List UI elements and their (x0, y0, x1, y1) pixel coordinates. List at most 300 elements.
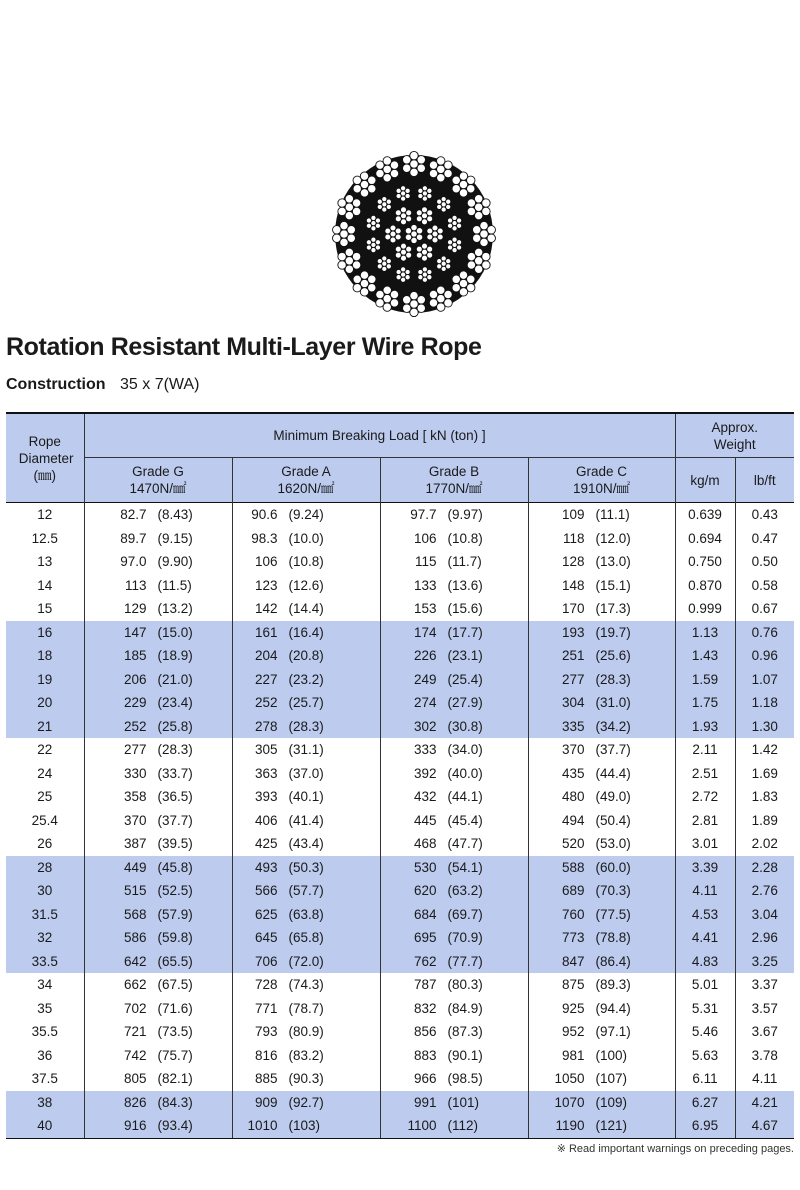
weight-lb-cell: 1.07 (735, 668, 794, 692)
load-cell (232, 832, 380, 856)
grade-strength: 1910N/㎟ (572, 481, 631, 496)
wire (333, 234, 341, 242)
weight-lb-cell: 3.78 (735, 1044, 794, 1068)
weight-kg-cell: 1.59 (675, 668, 735, 692)
load-ton: (78.8) (595, 930, 631, 946)
wire (405, 269, 410, 274)
load-kn: 885 (254, 1071, 278, 1087)
load-ton: (70.9) (447, 930, 483, 946)
table-row (6, 1091, 794, 1115)
load-cell (232, 550, 380, 574)
load-ton: (21.0) (157, 671, 193, 687)
load-cell (528, 903, 675, 927)
load-cell (84, 1044, 232, 1068)
table-row (6, 1067, 794, 1091)
load-kn: 115 (414, 554, 437, 570)
load-ton: (13.0) (595, 554, 631, 570)
load-kn: 118 (562, 530, 585, 546)
table-header (6, 413, 794, 503)
load-ton: (71.6) (157, 1000, 193, 1016)
load-kn: 278 (254, 718, 278, 734)
table-row (6, 621, 794, 645)
load-kn: 645 (254, 930, 278, 946)
grade-header (84, 458, 232, 503)
weight-unit-kg: kg/m (675, 458, 735, 503)
load-cell (84, 1067, 232, 1091)
load-kn: 305 (254, 742, 278, 758)
table-row (6, 668, 794, 692)
load-ton: (28.3) (157, 742, 193, 758)
rope-diameter-cell: 33.5 (6, 950, 84, 974)
table-row (6, 715, 794, 739)
load-kn: 277 (561, 671, 585, 687)
table-row (6, 550, 794, 574)
rope-diameter-cell: 25 (37, 789, 53, 805)
load-ton: (70.3) (595, 883, 631, 899)
load-ton: (43.4) (288, 836, 324, 852)
weight-kg-cell: 1.93 (675, 715, 735, 739)
weight-kg-cell: 0.639 (675, 503, 735, 527)
load-ton: (82.1) (157, 1071, 193, 1087)
wire (456, 218, 461, 223)
load-cell (380, 1091, 528, 1115)
rope-diameter-cell: 19 (6, 668, 84, 692)
load-cell (528, 997, 675, 1021)
wire (467, 261, 475, 269)
weight-lb-cell: 1.30 (735, 715, 794, 739)
weight-kg-cell: 6.95 (675, 1114, 735, 1138)
wire (427, 188, 432, 193)
weight-lb-cell: 1.42 (735, 738, 794, 762)
load-kn: 1100 (407, 1118, 437, 1134)
load-cell (84, 574, 232, 598)
load-kn: 204 (254, 648, 278, 664)
load-ton: (36.5) (157, 789, 193, 805)
load-kn: 702 (123, 1000, 147, 1016)
load-ton: (97.1) (595, 1024, 631, 1040)
rope-diameter-cell: 35.5 (31, 1024, 58, 1040)
load-cell (84, 1091, 232, 1115)
load-cell (84, 621, 232, 645)
wire (405, 188, 410, 193)
load-cell (380, 809, 528, 833)
rope-diameter-cell: 30 (6, 879, 84, 903)
load-kn: 363 (254, 765, 278, 781)
table-row (6, 738, 794, 762)
weight-lb-cell: 1.69 (735, 762, 794, 786)
load-kn: 358 (123, 789, 147, 805)
wire (377, 204, 382, 209)
load-kn: 90.6 (251, 507, 278, 523)
load-cell (232, 926, 380, 950)
wire (417, 156, 425, 164)
load-kn: 816 (254, 1047, 278, 1063)
load-ton: (67.5) (157, 977, 193, 993)
load-cell (84, 668, 232, 692)
load-cell (232, 973, 380, 997)
load-cell (232, 809, 380, 833)
load-cell (232, 715, 380, 739)
grade-strength: 1770N/㎟ (425, 481, 483, 496)
load-cell (528, 879, 675, 903)
rope-diameter-cell: 36 (37, 1047, 53, 1063)
weight-kg-cell: 4.41 (675, 926, 735, 950)
wire (403, 164, 411, 172)
load-kn: 333 (413, 742, 437, 758)
load-kn: 787 (413, 977, 437, 993)
load-kn: 588 (561, 859, 585, 875)
wire (418, 275, 423, 280)
load-cell (232, 1067, 380, 1091)
load-kn: 1190 (555, 1118, 585, 1134)
load-ton: (112) (447, 1118, 479, 1134)
wire (416, 216, 422, 222)
load-kn: 662 (123, 977, 147, 993)
load-cell (380, 597, 528, 621)
rope-diameter-cell: 20 (6, 691, 84, 715)
weight-lb-cell: 0.76 (735, 621, 794, 645)
load-cell (84, 597, 232, 621)
wire (429, 299, 437, 307)
weight-kg-cell: 0.694 (675, 527, 735, 551)
weight-kg-cell: 4.83 (675, 950, 735, 974)
load-kn: 170 (561, 601, 585, 617)
load-cell (528, 950, 675, 974)
load-kn: 252 (123, 718, 147, 734)
load-cell (528, 503, 675, 527)
load-ton: (40.1) (288, 789, 324, 805)
wire (447, 245, 452, 250)
wire (427, 246, 433, 252)
load-kn: 89.7 (120, 530, 147, 546)
load-ton: (10.8) (288, 554, 324, 570)
rope-diameter-cell: 15 (37, 601, 53, 617)
wire (452, 283, 460, 291)
wire (352, 252, 360, 260)
load-cell (528, 621, 675, 645)
table-row (6, 1020, 794, 1044)
load-ton: (86.4) (595, 953, 631, 969)
page-title: Rotation Resistant Multi-Layer Wire Rope (6, 333, 482, 361)
load-cell (528, 785, 675, 809)
load-cell (84, 973, 232, 997)
load-cell (232, 597, 380, 621)
load-kn: 642 (123, 953, 147, 969)
rope-diameter-cell: 25.4 (31, 812, 58, 828)
wire (385, 234, 391, 240)
table-row (6, 903, 794, 927)
load-ton: (54.1) (447, 859, 483, 875)
load-ton: (15.6) (447, 601, 483, 617)
load-kn: 153 (413, 601, 437, 617)
load-ton: (92.7) (288, 1094, 324, 1110)
load-kn: 370 (561, 742, 585, 758)
load-ton: (57.7) (288, 883, 324, 899)
load-cell (528, 1020, 675, 1044)
load-cell (528, 668, 675, 692)
load-kn: 728 (254, 977, 278, 993)
load-cell (232, 1044, 380, 1068)
table-row (6, 832, 794, 856)
load-ton: (90.3) (288, 1071, 324, 1087)
load-ton: (14.4) (288, 601, 324, 617)
weight-kg-cell: 5.31 (675, 997, 735, 1021)
table-row (6, 926, 794, 950)
load-kn: 113 (124, 577, 147, 593)
load-ton: (12.6) (288, 577, 324, 593)
load-kn: 445 (413, 812, 437, 828)
wire (405, 234, 411, 240)
load-kn: 684 (413, 906, 437, 922)
load-ton: (27.9) (447, 695, 483, 711)
wire (416, 252, 422, 258)
load-cell (84, 691, 232, 715)
load-cell (84, 997, 232, 1021)
load-ton: (13.6) (447, 577, 483, 593)
wire (375, 218, 380, 223)
load-cell (232, 903, 380, 927)
load-kn: 133 (413, 577, 437, 593)
load-cell (84, 879, 232, 903)
rope-diameter-cell: 40 (6, 1114, 84, 1138)
load-ton: (25.7) (288, 695, 324, 711)
load-ton: (9.90) (157, 554, 193, 570)
load-cell (84, 503, 232, 527)
load-cell (84, 856, 232, 880)
load-ton: (17.7) (447, 624, 483, 640)
load-cell (380, 1044, 528, 1068)
load-kn: 981 (561, 1047, 585, 1063)
load-ton: (49.0) (595, 789, 631, 805)
wire (429, 169, 437, 177)
rope-diameter-cell: 14 (37, 577, 53, 593)
weight-kg-cell: 3.39 (675, 856, 735, 880)
load-ton: (34.2) (595, 718, 631, 734)
load-kn: 425 (254, 836, 278, 852)
load-kn: 493 (254, 859, 278, 875)
construction-label: Construction (6, 376, 106, 393)
load-ton: (25.8) (157, 718, 193, 734)
load-cell (528, 832, 675, 856)
table-row (6, 574, 794, 598)
load-ton: (45.4) (447, 812, 483, 828)
load-kn: 494 (561, 812, 585, 828)
load-kn: 875 (561, 977, 585, 993)
load-ton: (16.4) (288, 624, 324, 640)
load-ton: (31.1) (288, 742, 324, 758)
load-ton: (9.24) (288, 507, 324, 523)
load-cell (380, 550, 528, 574)
load-cell (528, 1044, 675, 1068)
load-kn: 97.0 (120, 554, 147, 570)
load-cell (380, 950, 528, 974)
load-cell (528, 1067, 675, 1091)
rope-diameter-cell: 38 (6, 1091, 84, 1115)
wire (444, 161, 452, 169)
load-kn: 991 (413, 1094, 437, 1110)
wire (396, 275, 401, 280)
load-kn: 568 (123, 906, 147, 922)
load-kn: 1010 (247, 1118, 278, 1134)
load-ton: (109) (595, 1094, 628, 1110)
load-ton: (47.7) (447, 836, 483, 852)
load-cell (232, 785, 380, 809)
weight-lb-cell: 2.02 (735, 832, 794, 856)
load-cell (232, 738, 380, 762)
load-kn: 793 (254, 1024, 278, 1040)
load-ton: (69.7) (447, 906, 483, 922)
load-kn: 229 (123, 695, 147, 711)
weight-lb-cell: 4.21 (735, 1091, 794, 1115)
table-row (6, 785, 794, 809)
load-cell (84, 1020, 232, 1044)
load-ton: (78.7) (288, 1000, 324, 1016)
load-kn: 128 (561, 554, 585, 570)
load-cell (84, 1114, 232, 1138)
grade-strength: 1470N/㎟ (129, 481, 187, 496)
load-kn: 695 (413, 930, 437, 946)
wire (347, 226, 355, 234)
wire (395, 252, 401, 258)
load-kn: 161 (254, 624, 278, 640)
load-kn: 916 (123, 1118, 147, 1134)
weight-kg-cell: 6.11 (675, 1067, 735, 1091)
weight-lb-cell: 0.67 (735, 597, 794, 621)
rope-diameter-cell: 21 (6, 715, 84, 739)
wire (427, 234, 433, 240)
wire (376, 169, 384, 177)
load-ton: (10.8) (447, 530, 483, 546)
load-cell (84, 785, 232, 809)
load-ton: (33.7) (157, 765, 193, 781)
load-kn: 185 (123, 648, 147, 664)
load-cell (232, 527, 380, 551)
load-kn: 1070 (554, 1094, 585, 1110)
load-kn: 109 (561, 507, 585, 523)
weight-lb-cell: 2.28 (735, 856, 794, 880)
weight-lb-cell: 0.47 (735, 527, 794, 551)
wire (395, 216, 401, 222)
mbl-header: Minimum Breaking Load [ kN (ton) ] (84, 413, 675, 458)
wire (446, 199, 451, 204)
load-cell (528, 1114, 675, 1138)
load-kn: 449 (123, 859, 147, 875)
load-ton: (18.9) (157, 648, 193, 664)
load-kn: 625 (254, 906, 278, 922)
load-kn: 773 (561, 930, 585, 946)
wire (482, 252, 490, 260)
load-kn: 771 (254, 1000, 278, 1016)
load-cell (380, 1114, 528, 1138)
load-cell (380, 527, 528, 551)
weight-lb-cell: 2.96 (735, 926, 794, 950)
load-cell (380, 691, 528, 715)
weight-kg-cell: 2.81 (675, 809, 735, 833)
load-ton: (40.0) (447, 765, 483, 781)
weight-lb-cell: 0.50 (735, 550, 794, 574)
load-kn: 689 (561, 883, 585, 899)
load-cell (84, 644, 232, 668)
table-row (6, 997, 794, 1021)
load-kn: 620 (413, 883, 437, 899)
wire (396, 193, 401, 198)
load-ton: (28.3) (288, 718, 324, 734)
load-cell (528, 644, 675, 668)
table-row (6, 1114, 794, 1138)
load-ton: (45.8) (157, 859, 193, 875)
rope-diameter-cell: 26 (37, 836, 53, 852)
wire (437, 228, 443, 234)
load-ton: (12.0) (595, 530, 631, 546)
load-ton: (80.9) (288, 1024, 324, 1040)
load-kn: 98.3 (251, 530, 278, 546)
table-row (6, 809, 794, 833)
load-cell (380, 926, 528, 950)
load-kn: 252 (254, 695, 278, 711)
wire (467, 275, 475, 283)
construction-line (6, 376, 199, 394)
rope-diameter-cell: 16 (6, 621, 84, 645)
load-cell (232, 503, 380, 527)
load-kn: 227 (254, 671, 278, 687)
weight-kg-cell: 0.870 (675, 574, 735, 598)
load-ton: (103) (288, 1118, 321, 1134)
load-ton: (77.7) (447, 953, 483, 969)
wire (353, 185, 361, 193)
load-cell (232, 856, 380, 880)
weight-kg-cell: 2.51 (675, 762, 735, 786)
wire (446, 258, 451, 263)
load-kn: 97.7 (410, 507, 437, 523)
load-ton: (8.43) (157, 507, 193, 523)
load-ton: (10.0) (288, 530, 324, 546)
rope-cross-section-icon (322, 142, 506, 326)
load-ton: (75.7) (157, 1047, 193, 1063)
load-kn: 952 (561, 1024, 585, 1040)
load-ton: (90.1) (447, 1047, 483, 1063)
load-cell (380, 762, 528, 786)
weight-lb-cell: 0.58 (735, 574, 794, 598)
load-kn: 370 (123, 812, 147, 828)
load-kn: 251 (561, 648, 585, 664)
load-ton: (77.5) (595, 906, 631, 922)
wire (375, 240, 380, 245)
load-ton: (73.5) (157, 1024, 193, 1040)
wire (417, 296, 425, 304)
load-kn: 304 (561, 695, 585, 711)
wire (467, 176, 475, 184)
load-cell (380, 879, 528, 903)
load-cell (528, 856, 675, 880)
weight-kg-cell: 3.01 (675, 832, 735, 856)
load-cell (232, 1114, 380, 1138)
load-ton: (121) (595, 1118, 628, 1134)
load-kn: 330 (123, 765, 147, 781)
weight-lb-cell: 3.04 (735, 903, 794, 927)
load-ton: (83.2) (288, 1047, 324, 1063)
load-ton: (37.0) (288, 765, 324, 781)
load-ton: (17.3) (595, 601, 631, 617)
rope-diameter-cell: 35 (37, 1000, 53, 1016)
load-ton: (23.2) (288, 671, 324, 687)
load-kn: 721 (123, 1024, 147, 1040)
wire (377, 264, 382, 269)
table-body (6, 503, 794, 1139)
wire (416, 228, 422, 234)
load-ton: (63.8) (288, 906, 324, 922)
load-cell (84, 950, 232, 974)
load-cell (528, 527, 675, 551)
